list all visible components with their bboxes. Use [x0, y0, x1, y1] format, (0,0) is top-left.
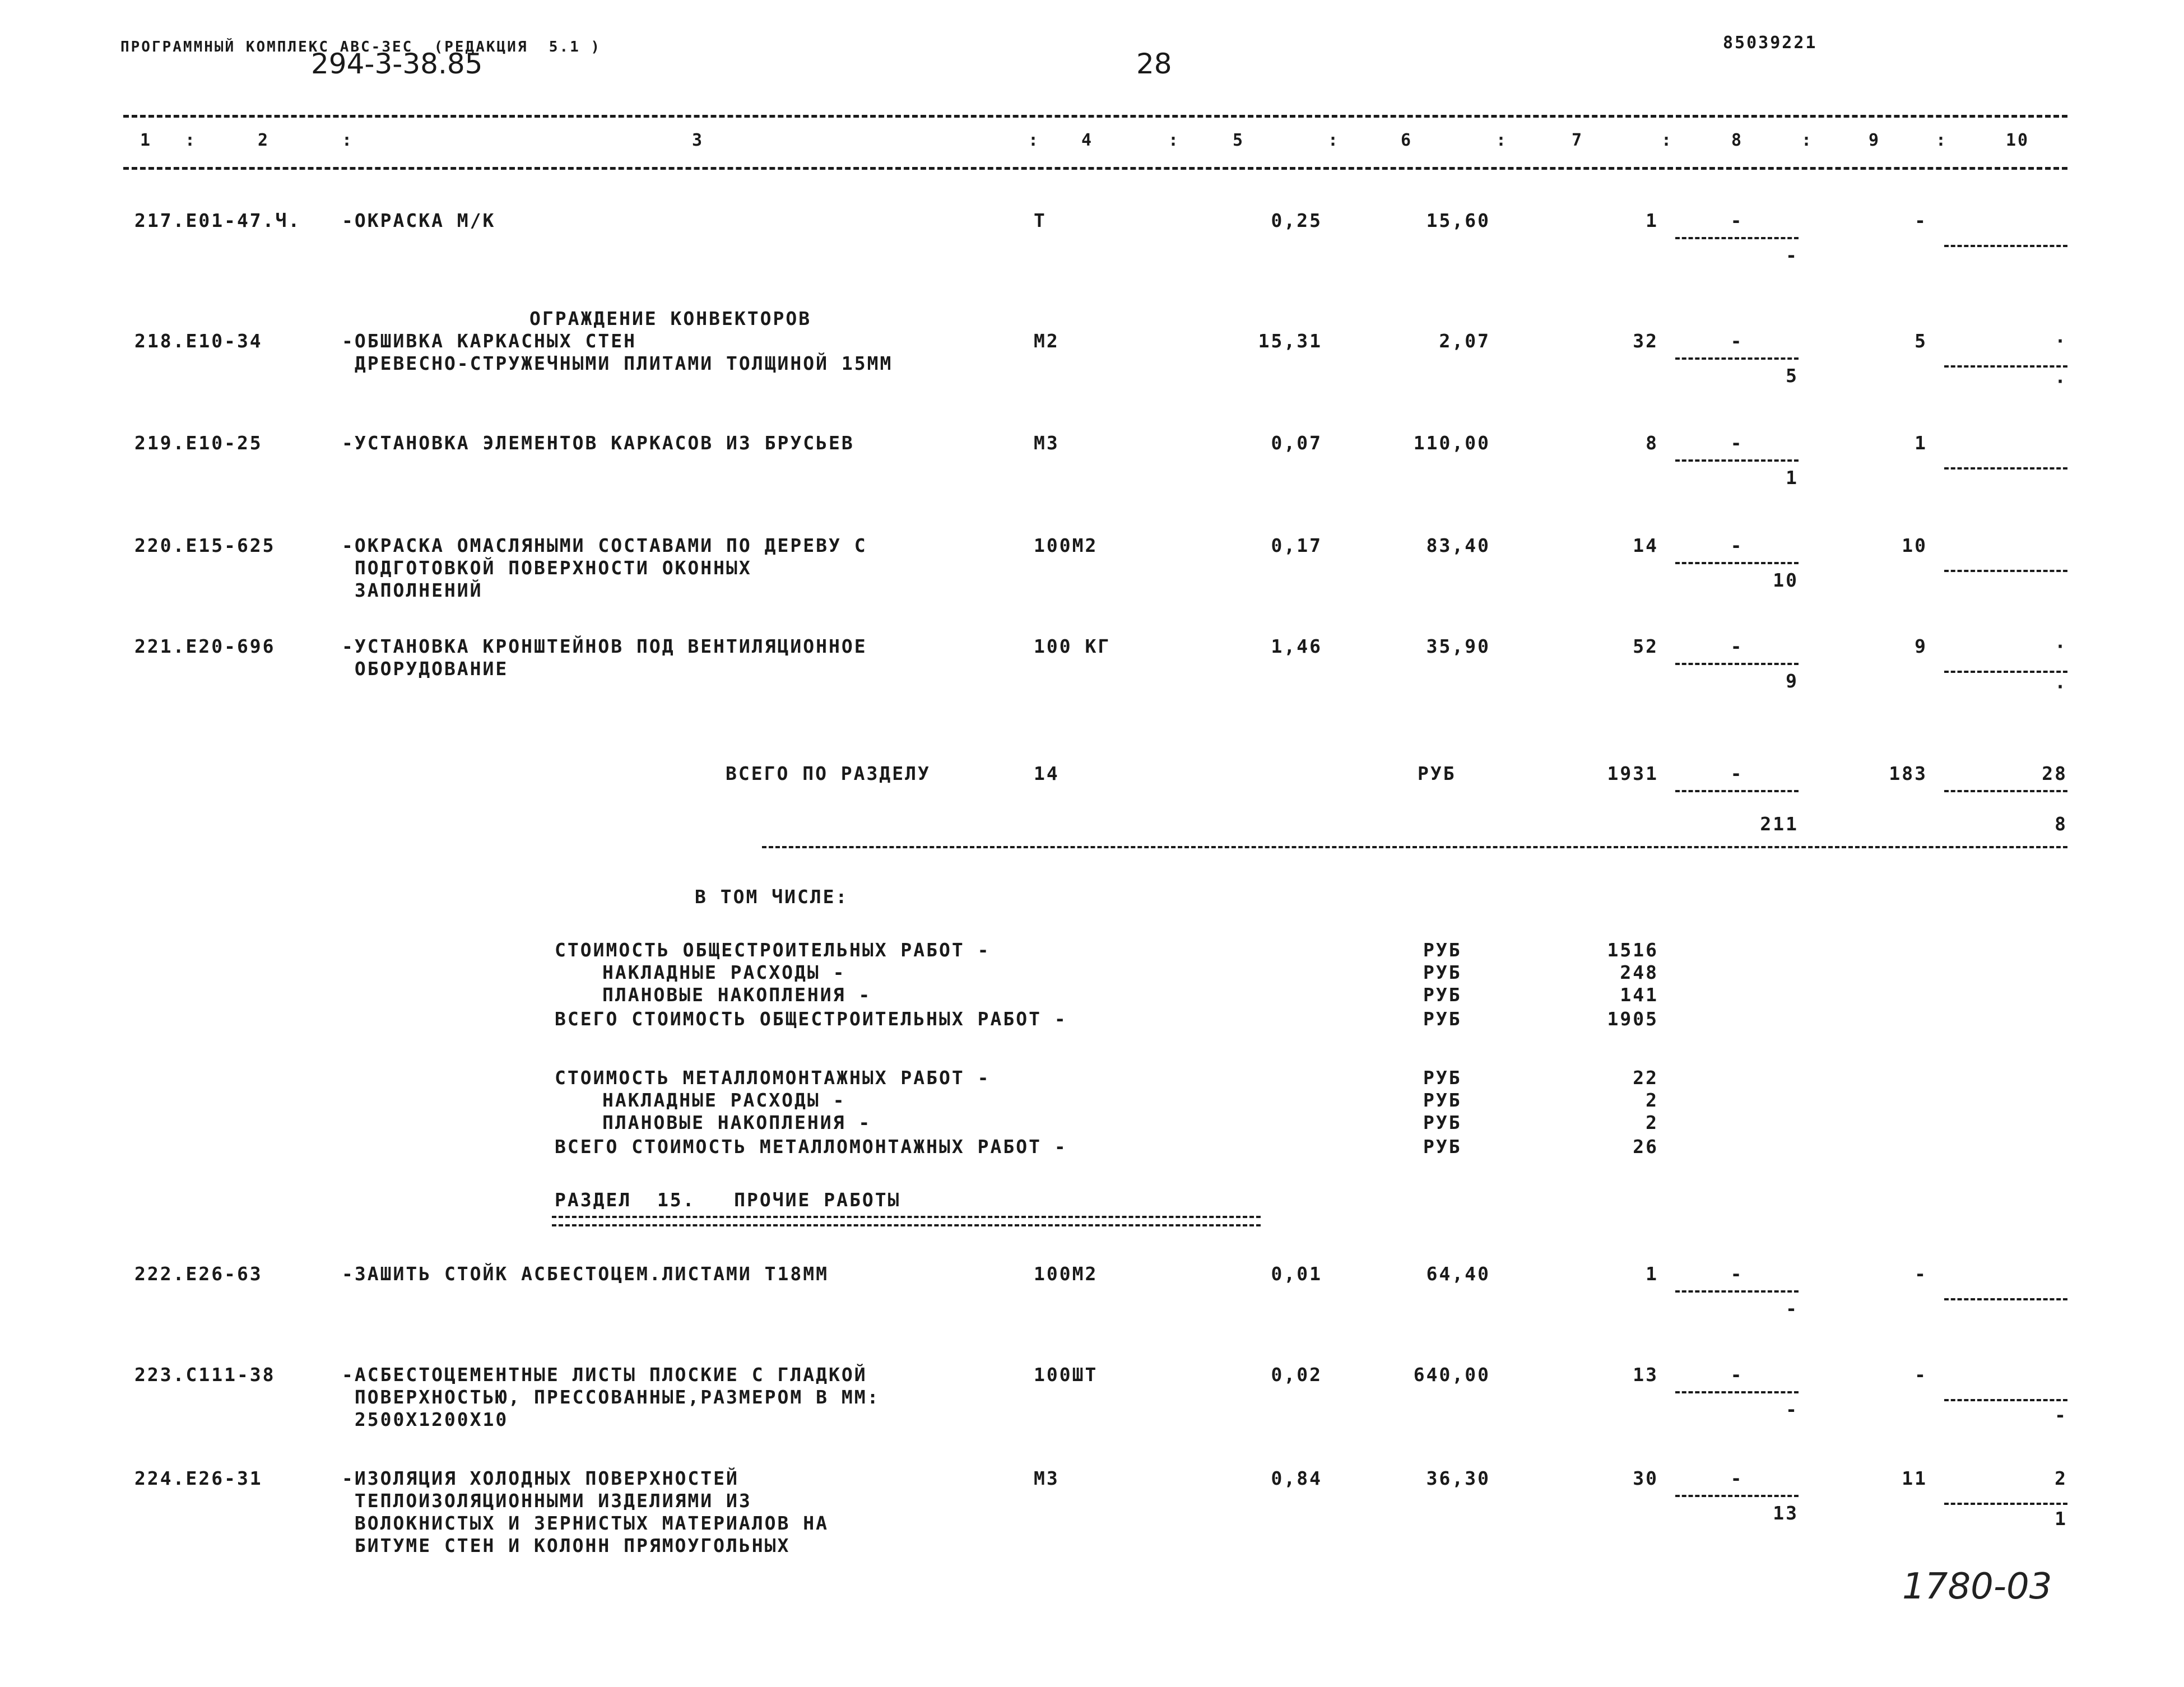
row-unit: М3 [1034, 432, 1060, 454]
row-col8-top: - [1730, 210, 1744, 231]
column-separator: : [1661, 131, 1674, 150]
column-number: 2 [258, 131, 270, 150]
section-total-col9: 183 [1889, 763, 1927, 784]
section-rule [762, 846, 2067, 848]
row-description: -УСТАНОВКА ЭЛЕМЕНТОВ КАРКАСОВ ИЗ БРУСЬЕВ [342, 432, 854, 454]
row-price: 110,00 [1413, 432, 1490, 454]
row-col10-bottom: · [2055, 370, 2067, 392]
row-price: 640,00 [1413, 1364, 1490, 1386]
row-quantity: 0,02 [1271, 1364, 1322, 1386]
breakdown-label: СТОИМОСТЬ ОБЩЕСТРОИТЕЛЬНЫХ РАБОТ - [555, 939, 991, 961]
row-quantity: 0,84 [1271, 1467, 1322, 1489]
breakdown-value: 2 [1646, 1112, 1658, 1133]
row-col8-top: - [1730, 330, 1744, 352]
program-title: ПРОГРАММНЫЙ КОМПЛЕКС АВС-3ЕС (РЕДАКЦИЯ 5.1 ) [120, 39, 602, 55]
column-number: 6 [1401, 131, 1413, 150]
section-total-section: 14 [1034, 763, 1060, 784]
row-col9: 11 [1902, 1467, 1927, 1489]
row-description: ТЕПЛОИЗОЛЯЦИОННЫМИ ИЗДЕЛИЯМИ ИЗ [342, 1490, 752, 1512]
column-number: 7 [1572, 131, 1584, 150]
row-col10-bottom: - [2055, 1404, 2067, 1426]
breakdown-unit: РУБ [1423, 961, 1462, 983]
column-separator: : [1028, 131, 1040, 150]
handwritten-stamp: 1780-03 [1902, 1566, 2052, 1607]
row-col8-bottom: - [1786, 1298, 1799, 1319]
breakdown-value: 141 [1620, 984, 1658, 1006]
column-separator: : [185, 131, 197, 150]
header-rule-top [123, 115, 2067, 118]
row-quantity: 0,07 [1271, 432, 1322, 454]
row-quantity: 0,17 [1271, 535, 1322, 556]
row-code: 218.Е10-34 [134, 330, 263, 352]
column-separator: : [1496, 131, 1508, 150]
column-separator: : [1168, 131, 1181, 150]
breakdown-unit: РУБ [1423, 984, 1462, 1006]
breakdown-unit: РУБ [1423, 1112, 1462, 1133]
row-col8-bottom: - [1786, 1398, 1799, 1420]
row-col10-top: · [2055, 330, 2067, 352]
column-separator: : [342, 131, 354, 150]
fraction-line [1944, 570, 2067, 572]
row-quantity: 1,46 [1271, 635, 1322, 657]
row-code: 220.Е15-625 [134, 535, 276, 556]
row-total: 14 [1633, 535, 1658, 556]
column-number: 4 [1081, 131, 1094, 150]
fraction-line [1944, 1298, 2067, 1300]
fraction-line [1675, 562, 1799, 564]
including-label: В ТОМ ЧИСЛЕ: [695, 886, 849, 908]
row-code: 219.Е10-25 [134, 432, 263, 454]
section-total-col8-top: - [1730, 763, 1744, 784]
row-description: -ЗАШИТЬ СТОЙК АСБЕСТОЦЕМ.ЛИСТАМИ Т18ММ [342, 1263, 829, 1285]
row-unit: М2 [1034, 330, 1060, 352]
section-total-label: ВСЕГО ПО РАЗДЕЛУ [726, 763, 931, 784]
row-col8-top: - [1730, 635, 1744, 657]
row-total: 52 [1633, 635, 1658, 657]
row-description: ВОЛОКНИСТЫХ И ЗЕРНИСТЫХ МАТЕРИАЛОВ НА [342, 1512, 829, 1534]
fraction-line [1675, 357, 1799, 360]
section-15-title: РАЗДЕЛ 15. ПРОЧИЕ РАБОТЫ [555, 1189, 901, 1211]
row-unit: 100М2 [1034, 1263, 1098, 1285]
row-col9: 10 [1902, 535, 1927, 556]
column-number: 1 [140, 131, 152, 150]
column-number: 3 [692, 131, 704, 150]
row-description: -ОКРАСКА ОМАСЛЯНЫМИ СОСТАВАМИ ПО ДЕРЕВУ С [342, 535, 867, 556]
row-col9: 9 [1915, 635, 1927, 657]
row-col9: - [1915, 210, 1927, 231]
row-description: -ОБШИВКА КАРКАСНЫХ СТЕН [342, 330, 636, 352]
row-quantity: 0,25 [1271, 210, 1322, 231]
fraction-line [1944, 1399, 2067, 1401]
breakdown-label: НАКЛАДНЫЕ РАСХОДЫ - [602, 1089, 846, 1111]
breakdown-label: СТОИМОСТЬ МЕТАЛЛОМОНТАЖНЫХ РАБОТ - [555, 1067, 991, 1089]
row-col10-top: 2 [2055, 1467, 2067, 1489]
row-col8-bottom: 9 [1786, 670, 1799, 692]
row-col8-bottom: 10 [1773, 569, 1799, 591]
row-total: 32 [1633, 330, 1658, 352]
row-col8-bottom: 5 [1786, 365, 1799, 387]
row-price: 64,40 [1426, 1263, 1490, 1285]
program-code: 85039221 [1723, 33, 1818, 53]
row-col10-bottom: 1 [2055, 1508, 2067, 1530]
row-total: 1 [1646, 210, 1658, 231]
section-underline [552, 1216, 1261, 1218]
fraction-line [1675, 1290, 1799, 1293]
column-separator: : [1328, 131, 1340, 150]
row-code: 221.Е20-696 [134, 635, 276, 657]
row-col8-top: - [1730, 1467, 1744, 1489]
row-price: 15,60 [1426, 210, 1490, 231]
fraction-line [1944, 671, 2067, 673]
row-description: -ИЗОЛЯЦИЯ ХОЛОДНЫХ ПОВЕРХНОСТЕЙ [342, 1467, 739, 1489]
row-price: 2,07 [1439, 330, 1490, 352]
fraction-line [1675, 1391, 1799, 1393]
header-rule-bottom [123, 167, 2067, 170]
column-separator: : [1801, 131, 1814, 150]
breakdown-label: НАКЛАДНЫЕ РАСХОДЫ - [602, 961, 846, 983]
fraction-line [1675, 459, 1799, 462]
row-col10-top: · [2055, 635, 2067, 657]
fraction-line [1944, 467, 2067, 470]
fraction-line [1944, 790, 2067, 792]
row-unit: 100ШТ [1034, 1364, 1098, 1386]
row-description: ОБОРУДОВАНИЕ [342, 658, 509, 680]
breakdown-label: ПЛАНОВЫЕ НАКОПЛЕНИЯ - [602, 984, 872, 1006]
breakdown-unit: РУБ [1423, 1089, 1462, 1111]
row-description: -ОКРАСКА М/К [342, 210, 496, 231]
row-description: -АСБЕСТОЦЕМЕНТНЫЕ ЛИСТЫ ПЛОСКИЕ С ГЛАДКОЙ [342, 1364, 867, 1386]
row-unit: Т [1034, 210, 1047, 231]
row-total: 8 [1646, 432, 1658, 454]
row-col8-bottom: 13 [1773, 1502, 1799, 1524]
row-col10-bottom: · [2055, 676, 2067, 698]
breakdown-unit: РУБ [1423, 1136, 1462, 1158]
row-price: 36,30 [1426, 1467, 1490, 1489]
fraction-line [1675, 237, 1799, 239]
breakdown-value: 2 [1646, 1089, 1658, 1111]
fraction-line [1675, 1495, 1799, 1497]
row-total: 30 [1633, 1467, 1658, 1489]
section-total-col10-top: 28 [2042, 763, 2067, 784]
row-unit: М3 [1034, 1467, 1060, 1489]
breakdown-unit: РУБ [1423, 939, 1462, 961]
row-col8-bottom: 1 [1786, 467, 1799, 489]
row-description: 2500Х1200Х10 [342, 1409, 509, 1430]
column-number: 5 [1233, 131, 1245, 150]
breakdown-value: 22 [1633, 1067, 1658, 1089]
breakdown-value: 248 [1620, 961, 1658, 983]
row-unit: 100М2 [1034, 535, 1098, 556]
column-separator: : [1936, 131, 1948, 150]
row-code: 217.Е01-47.Ч. [134, 210, 301, 231]
breakdown-label: ВСЕГО СТОИМОСТЬ ОБЩЕСТРОИТЕЛЬНЫХ РАБОТ - [555, 1008, 1067, 1030]
row-price: 83,40 [1426, 535, 1490, 556]
row-code: 223.С111-38 [134, 1364, 276, 1386]
row-code: 222.Е26-63 [134, 1263, 263, 1285]
fraction-line [1944, 365, 2067, 368]
row-col9: 1 [1915, 432, 1927, 454]
section-note: ОГРАЖДЕНИЕ КОНВЕКТОРОВ [529, 308, 812, 329]
row-code: 224.Е26-31 [134, 1467, 263, 1489]
row-unit: 100 КГ [1034, 635, 1111, 657]
breakdown-value: 1516 [1607, 939, 1658, 961]
fraction-line [1944, 245, 2067, 247]
row-col9: - [1915, 1263, 1927, 1285]
breakdown-value: 26 [1633, 1136, 1658, 1158]
page-number: 28 [1136, 48, 1172, 80]
row-quantity: 0,01 [1271, 1263, 1322, 1285]
row-col8-top: - [1730, 1364, 1744, 1386]
column-number: 9 [1869, 131, 1881, 150]
row-quantity: 15,31 [1258, 330, 1322, 352]
breakdown-value: 1905 [1607, 1008, 1658, 1030]
row-col9: - [1915, 1364, 1927, 1386]
row-total: 1 [1646, 1263, 1658, 1285]
section-total-col10-bottom: 8 [2055, 813, 2067, 835]
section-total-col8-bottom: 211 [1760, 813, 1799, 835]
row-col8-top: - [1730, 432, 1744, 454]
row-description: ДРЕВЕСНО-СТРУЖЕЧНЫМИ ПЛИТАМИ ТОЛЩИНОЙ 15ММ [342, 352, 893, 374]
row-price: 35,90 [1426, 635, 1490, 657]
row-description: -УСТАНОВКА КРОНШТЕЙНОВ ПОД ВЕНТИЛЯЦИОННОЕ [342, 635, 867, 657]
section-total-unit: РУБ [1418, 763, 1456, 784]
column-number: 10 [2006, 131, 2030, 150]
breakdown-unit: РУБ [1423, 1067, 1462, 1089]
row-description: ПОВЕРХНОСТЬЮ, ПРЕССОВАННЫЕ,РАЗМЕРОМ В ММ: [342, 1386, 880, 1408]
row-col9: 5 [1915, 330, 1927, 352]
row-col8-top: - [1730, 535, 1744, 556]
row-col8-bottom: - [1786, 244, 1799, 266]
breakdown-unit: РУБ [1423, 1008, 1462, 1030]
breakdown-label: ВСЕГО СТОИМОСТЬ МЕТАЛЛОМОНТАЖНЫХ РАБОТ - [555, 1136, 1067, 1158]
breakdown-label: ПЛАНОВЫЕ НАКОПЛЕНИЯ - [602, 1112, 872, 1133]
fraction-line [1675, 663, 1799, 665]
row-description: БИТУМЕ СТЕН И КОЛОНН ПРЯМОУГОЛЬНЫХ [342, 1535, 791, 1556]
row-total: 13 [1633, 1364, 1658, 1386]
column-number: 8 [1731, 131, 1744, 150]
fraction-line [1675, 790, 1799, 792]
document-number: 294-3-38.85 [311, 48, 483, 80]
section-underline [552, 1224, 1261, 1226]
row-description: ПОДГОТОВКОЙ ПОВЕРХНОСТИ ОКОННЫХ [342, 557, 752, 579]
row-description: ЗАПОЛНЕНИЙ [342, 579, 483, 601]
section-total-value: 1931 [1607, 763, 1658, 784]
fraction-line [1944, 1503, 2067, 1505]
row-col8-top: - [1730, 1263, 1744, 1285]
